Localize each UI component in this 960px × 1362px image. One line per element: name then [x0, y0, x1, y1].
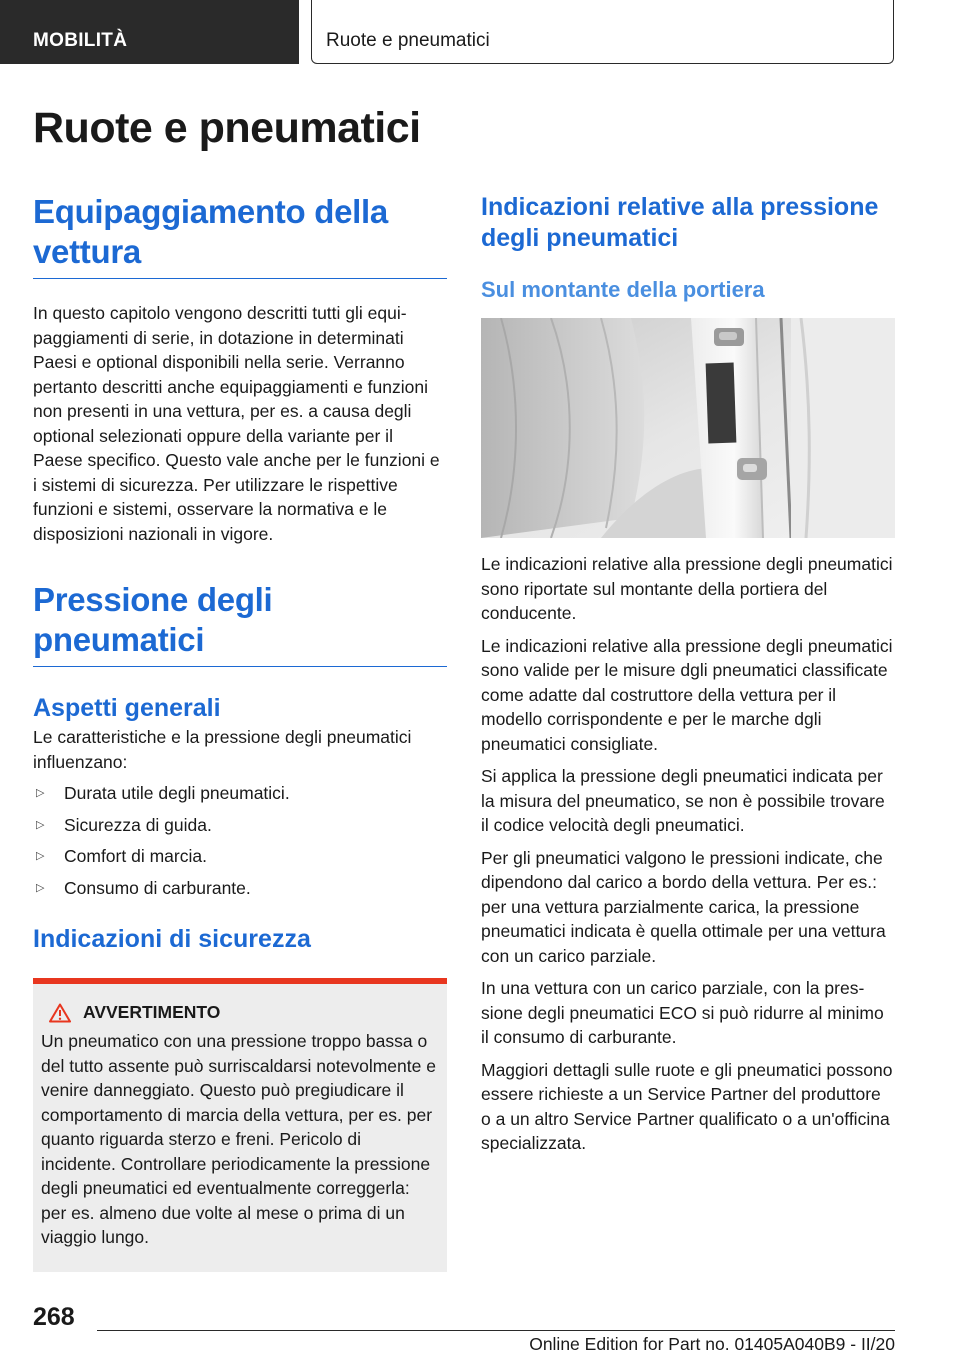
header-title-box	[311, 0, 894, 64]
warning-box	[33, 978, 447, 1272]
edition-note: Online Edition for Part no. 01405A040B9 - II/20	[529, 1334, 895, 1354]
triangle-bullet-icon: ▷	[36, 787, 45, 799]
paragraph-4: Per gli pneumatici valgono le pressioni indicate, che dipendono dal carico a bordo della vettura. Per es.: per una vettura parzialmente carica, la pressione pneumatici indicata è quella ottimale per una vettura con un carico parziale.	[481, 847, 886, 966]
paragraph-5: In una vettura con un carico parziale, con la pressione degli pneumatici ECO si può ridurre al minimo il consumo di carburante.	[481, 978, 884, 1047]
safety-heading: Indicazioni di sicurezza	[33, 925, 311, 953]
pressure-info-heading: Indicazioni relative alla pressione degli pneumatici	[481, 193, 879, 252]
header-section-label: MOBILITÀ	[33, 30, 128, 51]
list-item: ▷ Consumo di carburante.	[33, 876, 447, 901]
warning-header	[49, 1002, 437, 1023]
left-column	[33, 192, 447, 1272]
list-item: ▷ Comfort di marcia.	[33, 844, 447, 869]
general-aspects-heading: Aspetti generali	[33, 694, 221, 722]
equipment-heading: Equipaggiamento della vettura	[33, 192, 447, 279]
paragraph-3: Si applica la pressione degli pneumatici indicata per la misura del pneumatico, se non è possibile trovare il codice velocità degli pneumatici.	[481, 766, 885, 835]
warning-title: AVVERTIMENTO	[83, 1002, 221, 1022]
triangle-bullet-icon: ▷	[36, 850, 45, 862]
header-title-label: Ruote e pneumatici	[326, 30, 490, 51]
warning-triangle-icon	[49, 1003, 71, 1023]
door-pillar-photo	[481, 318, 895, 538]
paragraph-1: Le indicazioni relative alla pressione degli pneumatici sono riportate sul montante della portiera del conducente.	[481, 554, 893, 623]
page-title: Ruote e pneumatici	[33, 104, 421, 152]
footer-divider	[97, 1330, 895, 1331]
paragraph-6: Maggiori dettagli sulle ruote e gli pneumatici possono essere richieste a un Service Partner del produttore o a un altro Service Partner qualificato o a un'officina specializzata.	[481, 1059, 893, 1153]
page-number: 268	[33, 1303, 75, 1331]
tire-pressure-heading: Pressione degli pneumatici	[33, 580, 447, 667]
warning-text: Un pneumatico con una pressione troppo bassa o del tutto assente può surriscaldarsi notevolmente e venire danneggiato. Questo può pregiudicare il comportamento di marcia della vettura, per es. per quanto riguarda sterzo e freni. Pericolo di incidente. Controllare periodicamente la pressione degli pneumatici ed eventualmente correggerla: per es. almeno due volte al mese o prima di un viaggio lungo.	[41, 1031, 436, 1247]
right-column	[481, 192, 895, 1156]
paragraph-2: Le indicazioni relative alla pressione degli pneumatici sono valide per le misure dgli pneumatici classificate come adatte dal costruttore della vettura per il modello corrispondente e per le marche dgli pneumatici consigliate.	[481, 635, 893, 754]
triangle-bullet-icon: ▷	[36, 881, 45, 894]
general-aspects-text: Le caratteristiche e la pressione degli pneumatici influenzano:	[33, 727, 412, 772]
header-section-tab	[0, 0, 299, 64]
equipment-text: In questo capitolo vengono descritti tutti gli equipaggiamenti di serie, in dotazione in determinati Paesi e optional disponibili nella serie. Verranno pertanto descritti anche equipaggiamenti e funzioni non presenti in una vettura, per es. a causa degli optional selezionati oppure della variante per il Paese specifico. Questo vale anche per le funzioni e i sistemi di sicurezza. Per utilizzare le rispettive funzioni e sistemi, osservare la normativa e le disposizioni nazionali in vigore.	[33, 303, 440, 544]
list-item: ▷ Durata utile degli pneumatici.	[33, 781, 447, 806]
general-aspects-list	[33, 781, 447, 900]
list-item: ▷ Sicurezza di guida.	[33, 813, 447, 838]
door-pillar-heading: Sul montante della portiera	[481, 277, 765, 302]
triangle-bullet-icon: ▷	[36, 818, 45, 831]
